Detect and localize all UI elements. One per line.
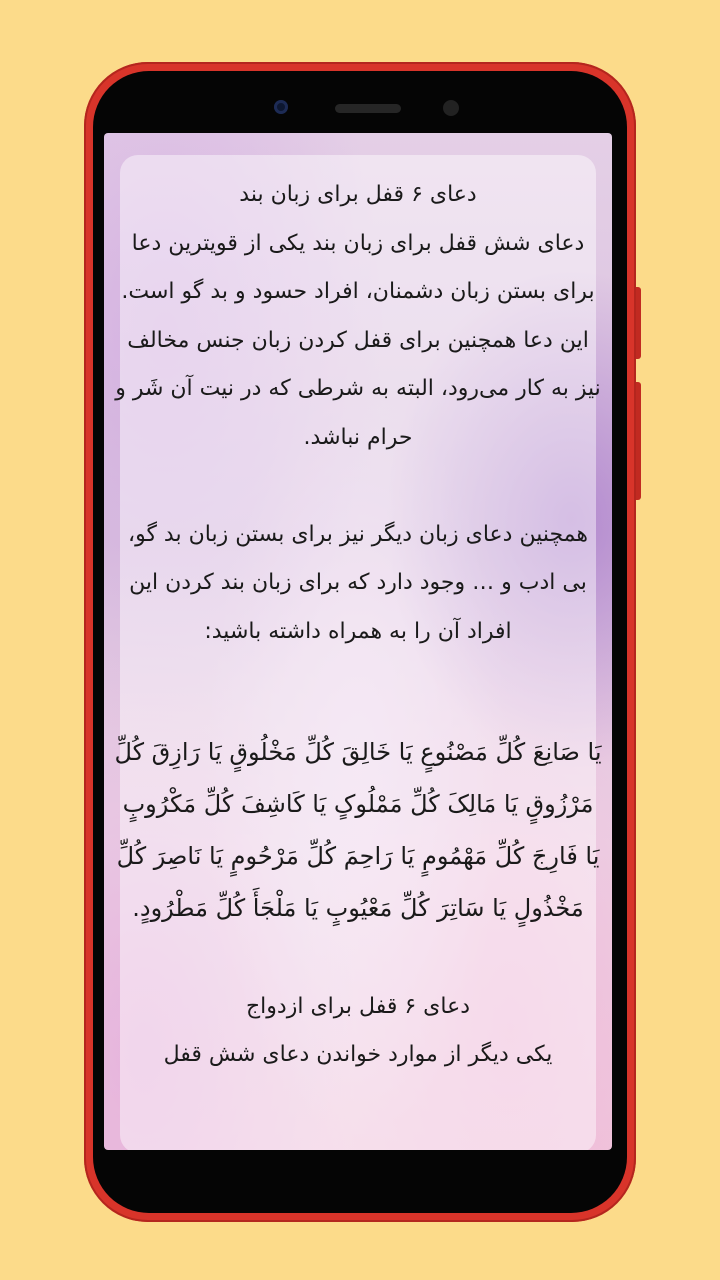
article-text[interactable]: [114, 171, 602, 1080]
proximity-sensor-icon: [443, 100, 459, 116]
front-camera-icon: [274, 100, 288, 114]
prayer-text: یَا صَانِعَ کُلِّ مَصْنُوعٍ یَا خَالِقَ کُلِّ مَخْلُوقٍ یَا رَازِقَ کُلِّ مَرْزُوقٍ یَا مَالِکَ کُلِّ مَمْلُوکٍ یَا کَاشِفَ کُلِّ مَکْرُوبٍ یَا فَارِجَ کُلِّ مَهْمُومٍ یَا رَاحِمَ کُلِّ مَرْحُومٍ یَا نَاصِرَ کُلِّ مَخْذُولٍ یَا سَاتِرَ کُلِّ مَعْیُوبٍ یَا مَلْجَأَ کُلِّ مَطْرُودٍ.: [114, 738, 602, 922]
volume-button: [636, 287, 641, 359]
app-screen[interactable]: [104, 133, 612, 1150]
paragraph-intro: دعای شش قفل برای زبان بند یکی از قویترین دعا برای بستن زبان دشمنان، افراد حسود و بد گو است. این دعا همچنین برای قفل کردن زبان جنس مخالف نیز به کار می‌رود، البته به شرطی که در نیت آن شَر و حرام نباشد.: [115, 230, 601, 450]
section-title-tongue: دعای ۶ قفل برای زبان بند: [239, 182, 477, 207]
power-button: [636, 382, 641, 500]
section-title-marriage: دعای ۶ قفل برای ازدواج: [245, 993, 471, 1019]
paragraph-second: همچنین دعای زبان دیگر نیز برای بستن زبان بد گو، بی ادب و … وجود دارد که برای زبان بند کردن این افراد آن را به همراه داشته باشید:: [128, 521, 588, 644]
paragraph-marriage: یکی دیگر از موارد خواندن دعای شش قفل: [163, 1042, 553, 1067]
earpiece-speaker: [335, 104, 401, 113]
